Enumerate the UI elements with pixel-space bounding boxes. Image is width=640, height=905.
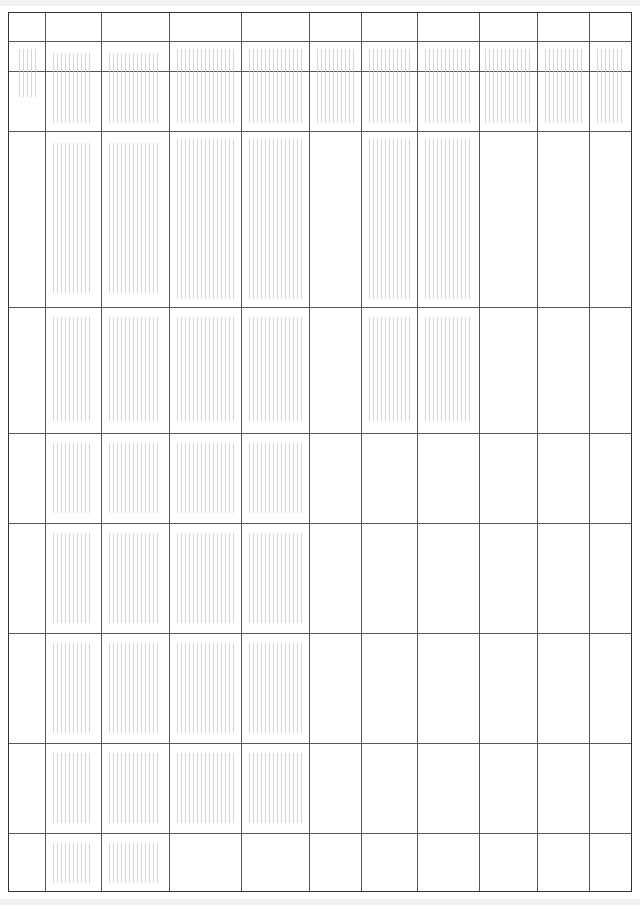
table-row-divider bbox=[9, 633, 631, 634]
illegible-text bbox=[109, 533, 161, 623]
illegible-text bbox=[369, 49, 411, 123]
table-column-divider bbox=[361, 13, 362, 891]
illegible-text bbox=[53, 143, 93, 293]
illegible-text bbox=[109, 443, 161, 513]
table-column-divider bbox=[589, 13, 590, 891]
illegible-text bbox=[425, 139, 473, 299]
table-row-divider bbox=[9, 833, 631, 834]
illegible-text bbox=[177, 643, 235, 733]
illegible-text bbox=[53, 443, 93, 513]
illegible-text bbox=[317, 49, 357, 123]
illegible-text bbox=[597, 49, 625, 123]
illegible-text bbox=[53, 533, 93, 623]
illegible-text bbox=[249, 643, 303, 733]
illegible-text bbox=[485, 49, 531, 123]
table-column-divider bbox=[169, 13, 170, 891]
illegible-text bbox=[249, 317, 303, 421]
illegible-text bbox=[53, 643, 93, 733]
table-row-divider bbox=[9, 433, 631, 434]
illegible-text bbox=[249, 753, 303, 823]
illegible-text bbox=[109, 753, 161, 823]
table-column-divider bbox=[241, 13, 242, 891]
illegible-text bbox=[369, 139, 411, 299]
table-column-divider bbox=[479, 13, 480, 891]
table-column-divider bbox=[309, 13, 310, 891]
illegible-text bbox=[109, 53, 161, 123]
illegible-text bbox=[249, 533, 303, 623]
illegible-text bbox=[109, 143, 161, 293]
rotated-table bbox=[8, 12, 632, 892]
illegible-text bbox=[109, 643, 161, 733]
illegible-text bbox=[249, 139, 303, 299]
illegible-text bbox=[177, 49, 235, 123]
table-header-divider bbox=[9, 41, 631, 42]
scan-top-edge bbox=[0, 0, 640, 6]
illegible-text bbox=[177, 317, 235, 421]
table-row-divider bbox=[9, 743, 631, 744]
table-column-divider bbox=[417, 13, 418, 891]
illegible-text bbox=[53, 53, 93, 123]
illegible-text bbox=[545, 49, 583, 123]
illegible-text bbox=[109, 843, 161, 883]
illegible-text bbox=[177, 753, 235, 823]
illegible-text bbox=[177, 443, 235, 513]
table-column-divider bbox=[45, 13, 46, 891]
illegible-text bbox=[249, 443, 303, 513]
scan-bottom-edge bbox=[0, 899, 640, 905]
table-row-divider bbox=[9, 307, 631, 308]
illegible-text bbox=[177, 139, 235, 299]
table-column-divider bbox=[101, 13, 102, 891]
table-header-divider bbox=[9, 131, 631, 132]
illegible-text bbox=[53, 753, 93, 823]
illegible-text bbox=[249, 49, 303, 123]
illegible-text bbox=[53, 843, 93, 883]
illegible-text bbox=[369, 317, 411, 421]
illegible-text bbox=[425, 49, 473, 123]
table-row-divider bbox=[9, 523, 631, 524]
illegible-text bbox=[109, 317, 161, 421]
illegible-text bbox=[53, 317, 93, 421]
illegible-text bbox=[177, 533, 235, 623]
illegible-text bbox=[425, 317, 473, 421]
table-column-divider bbox=[537, 13, 538, 891]
illegible-text bbox=[19, 49, 37, 97]
